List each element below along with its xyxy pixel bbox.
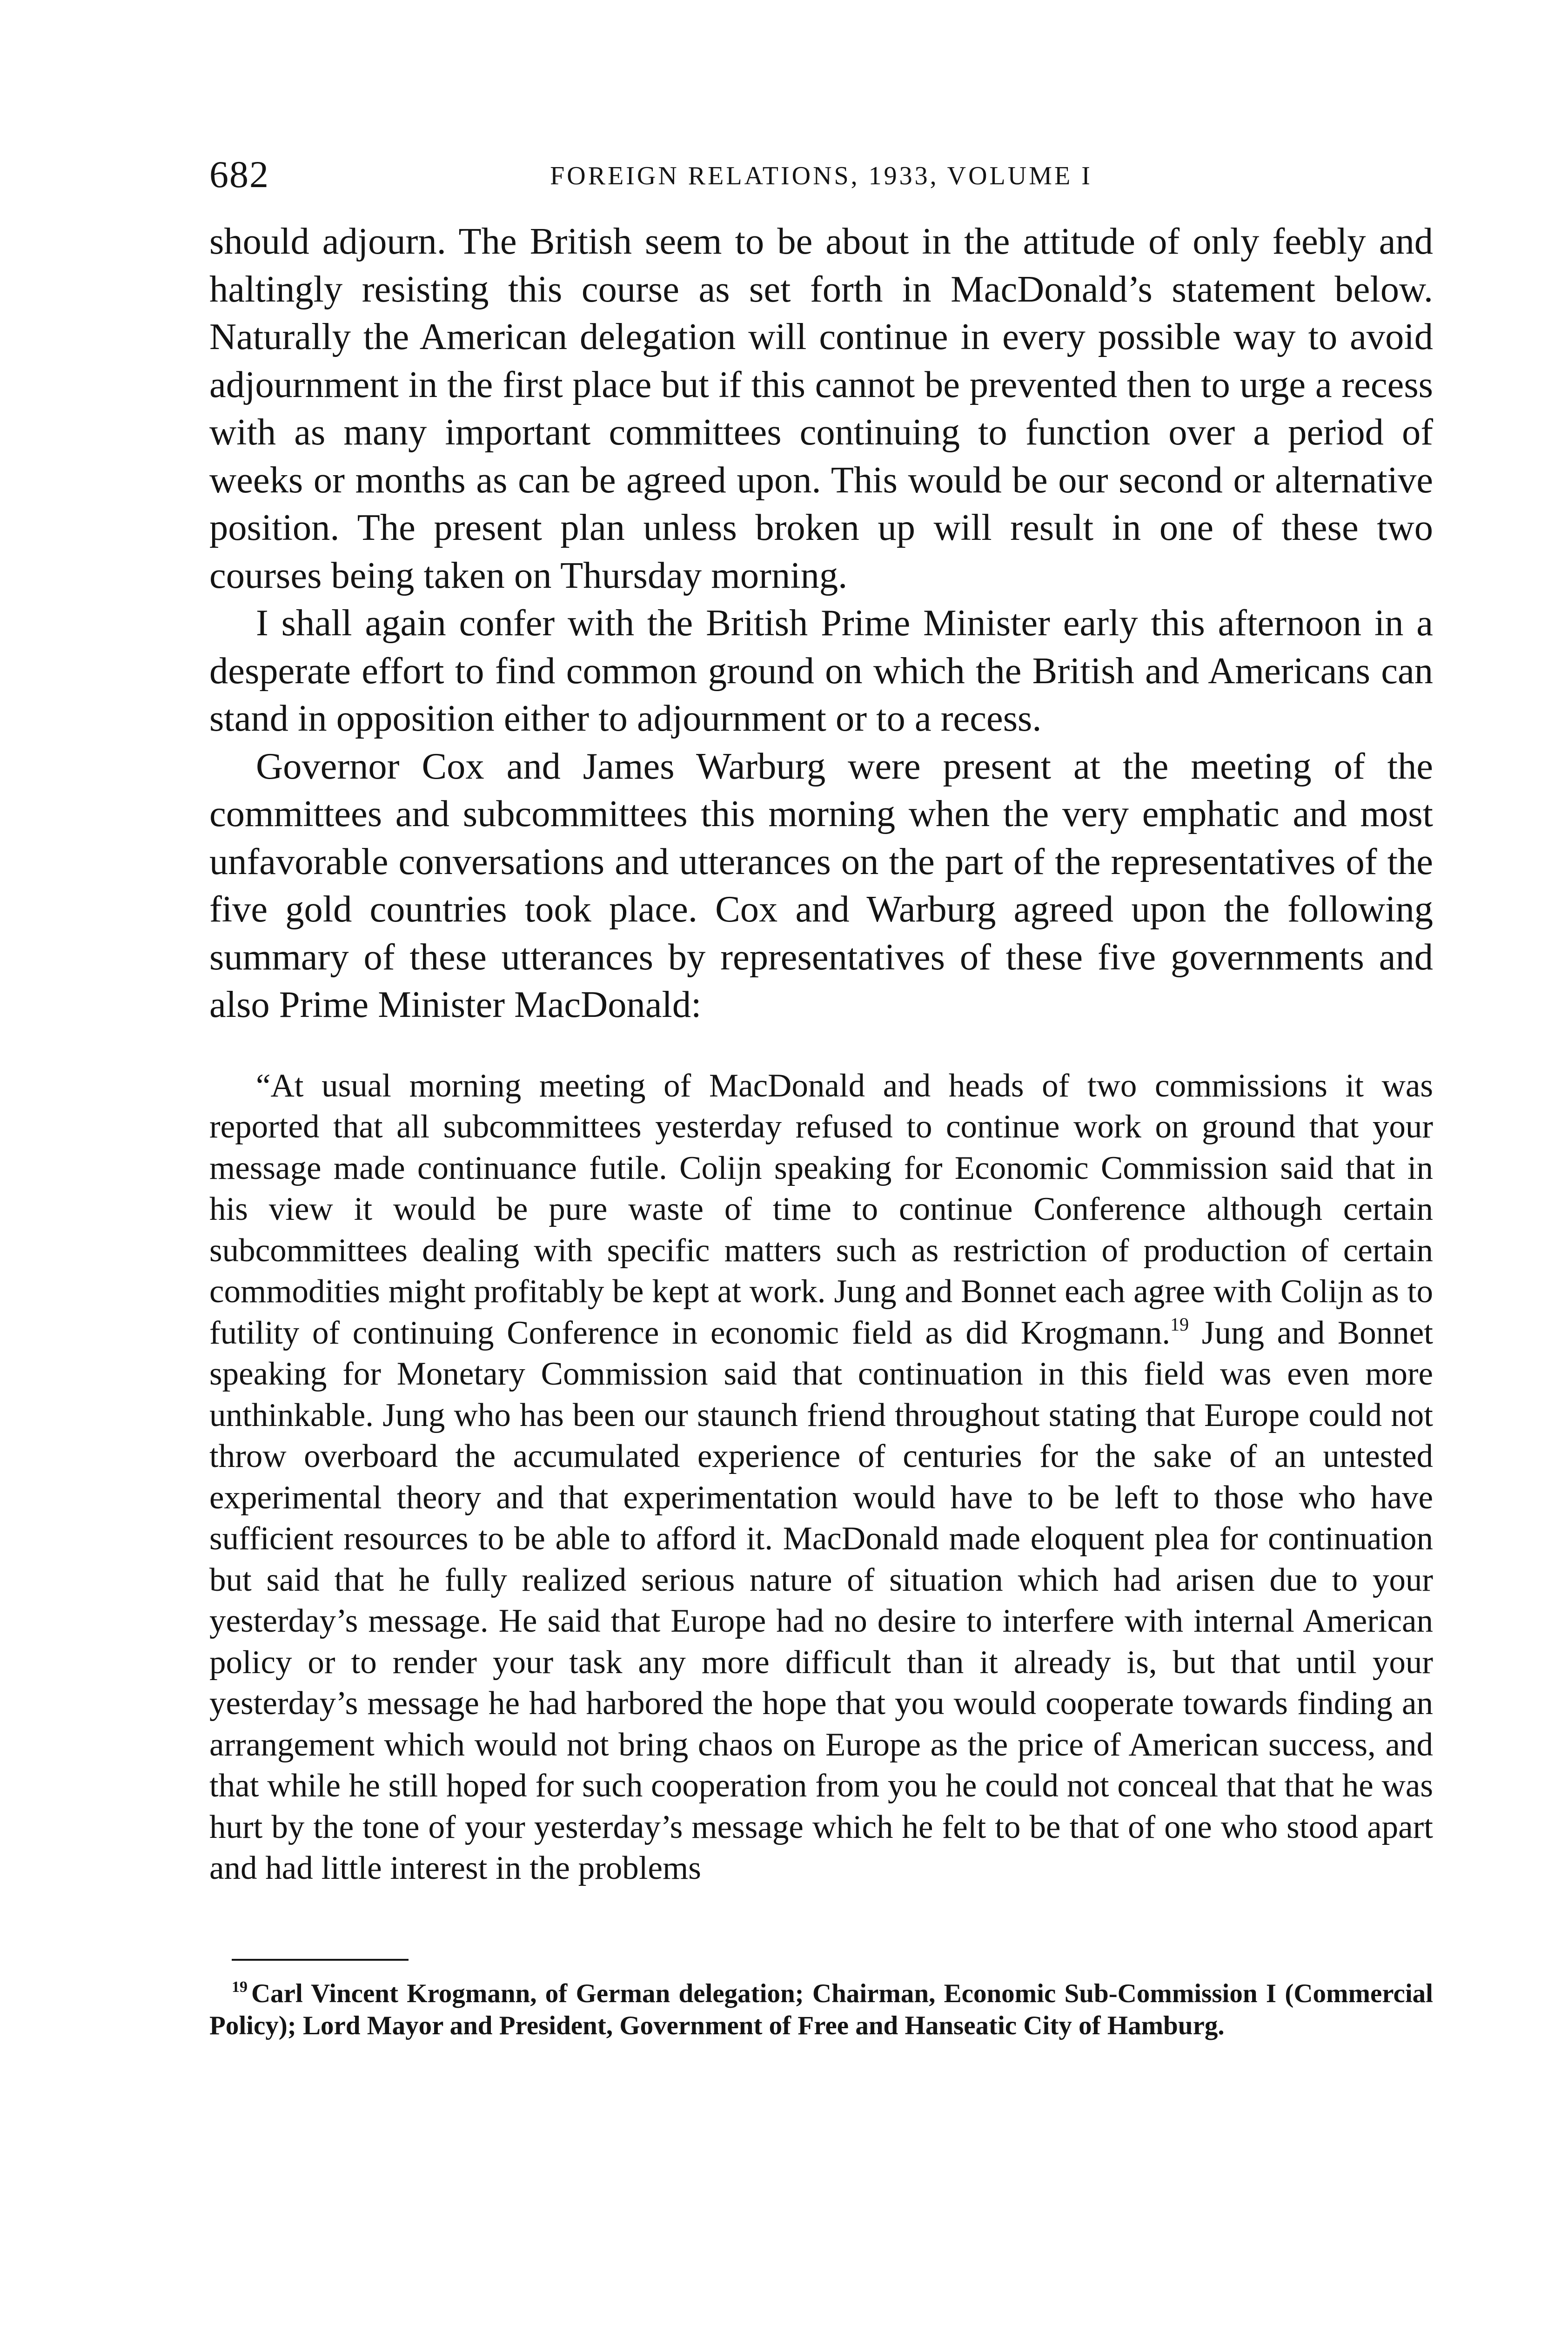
running-title: FOREIGN RELATIONS, 1933, VOLUME I — [550, 161, 1092, 190]
paragraph-cox-warburg: Governor Cox and James Warburg were present at the meeting of the committees and subcommittees this morning when the very emphatic and most unfavorable conversations and utterances on the part of the representatives of the five gold countries took place. Cox and Warburg agreed upon the following summary of these utterances by representatives of these five governments and also Prime Minister MacDonald: — [209, 745, 1433, 1025]
quote-text-part-1: “At usual morning meeting of MacDonald and heads of two commissions it was reported that all subcommittees yesterday refused to continue work on ground that your message made continuance futile. Colijn speaking for Economic Commission said that in his view it would be pure waste of time to continue Conference although certain subcommittees dealing with specific matters such as restriction of production of certain commodities might profitably be kept at work. Jung and Bonnet each agree with Colijn as to futility of continuing Conference in economic field as did Krogmann. — [209, 1067, 1433, 1351]
footnote-divider — [232, 1959, 409, 1961]
footnote-reference: 19 — [1170, 1313, 1189, 1335]
running-header — [209, 154, 1433, 195]
quote-text-part-2: Jung and Bonnet speaking for Monetary Commission said that continuation in this field was even more unthinkable. Jung who has been our staunch friend throughout stating that Europe could not throw overboard the accumulated experience of centuries for the sake of an untested experimental theory and that experimentation would have to be left to those who have sufficient resources to be able to afford it. MacDonald made eloquent plea for continuation but said that he fully realized serious nature of situation which had arisen due to your yesterday’s message. He said that Europe had no desire to interfere with internal American policy or to render your task any more difficult than it already is, but that until your yesterday’s message he had harbored the hope that you would cooperate towards finding an arrangement which would not bring chaos on Europe as the price of American success, and that while he still hoped for such cooperation from you he could not conceal that that he was hurt by the tone of your yesterday’s message which he felt to be that of one who stood apart and had little interest in the problems — [209, 1314, 1433, 1886]
quoted-summary — [209, 1065, 1433, 1889]
paragraph-prime-minister: I shall again confer with the British Prime Minister early this afternoon in a desperate effort to find common ground on which the British and Americans can stand in opposition either to adjournment or to a recess. — [209, 602, 1433, 739]
footnote-marker: 19 — [232, 1978, 248, 1996]
paragraph-continuation: should adjourn. The British seem to be about in the attitude of only feebly and haltingly resisting this course as set forth in MacDonald’s statement below. Naturally the American delegation will continue in every possible way to avoid adjournment in the first place but if this cannot be prevented then to urge a recess with as many important committees continuing to function over a period of weeks or months as can be agreed upon. This would be our second or alternative position. The present plan unless broken up will result in one of these two courses being taken on Thursday morning. — [209, 221, 1433, 596]
document-page — [209, 154, 1433, 2042]
footnote-text: Carl Vincent Krogmann, of German delegation; Chairman, Economic Sub-Commission I (Commercial Policy); Lord Mayor and President, Government of Free and Hanseatic City of Hamburg. — [209, 1978, 1433, 2040]
page-number: 682 — [209, 153, 269, 195]
footnote — [209, 1977, 1433, 2042]
